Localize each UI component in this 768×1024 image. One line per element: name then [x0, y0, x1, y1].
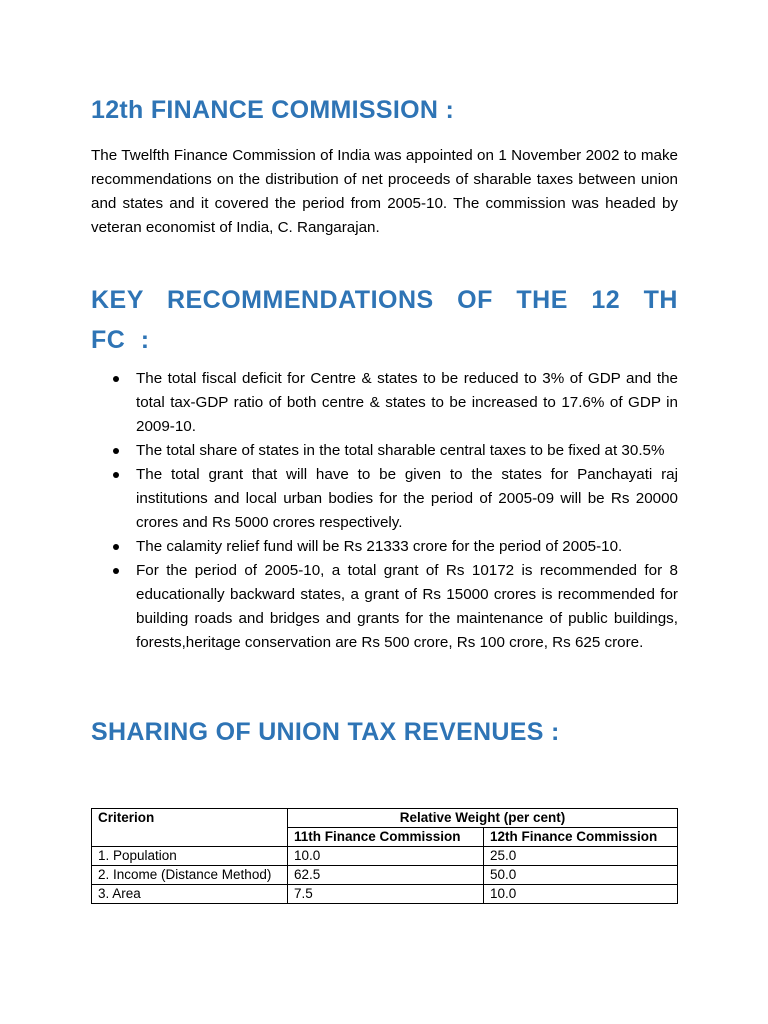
table-header-row	[92, 809, 678, 828]
fc11-cell: 62.5	[288, 866, 484, 885]
criterion-cell: 1. Population	[92, 847, 288, 866]
bullet-icon	[113, 448, 119, 454]
fc12-cell: 10.0	[484, 885, 678, 904]
table-row	[92, 847, 678, 866]
fc12-cell: 25.0	[484, 847, 678, 866]
relative-weight-header: Relative Weight (per cent)	[288, 809, 678, 828]
fc11-header: 11th Finance Commission	[288, 828, 484, 847]
table-row	[92, 866, 678, 885]
list-item-text: The calamity relief fund will be Rs 21333 crore for the period of 2005-10.	[136, 538, 623, 555]
intro-paragraph: The Twelfth Finance Commission of India was appointed on 1 November 2002 to make recommendations on the distribution of net proceeds of sharable taxes between union and states and it covered the period from 2005-10. The commission was headed by veteran economist of India, C. Rangarajan.	[91, 147, 678, 236]
fc11-cell: 7.5	[288, 885, 484, 904]
list-item-text: The total grant that will have to be given to the states for Panchayati raj institutions and local urban bodies for the period of 2005-09 will be Rs 20000 crores and Rs 5000 crores respectively.	[136, 466, 678, 531]
fc12-header: 12th Finance Commission	[484, 828, 678, 847]
bullet-icon	[113, 376, 119, 382]
list-item	[91, 559, 678, 655]
list-item	[91, 367, 678, 439]
bullet-icon	[113, 568, 119, 574]
table-row	[92, 885, 678, 904]
bullet-icon	[113, 472, 119, 478]
fc12-cell: 50.0	[484, 866, 678, 885]
criterion-cell: 3. Area	[92, 885, 288, 904]
heading-sharing-union-tax: SHARING OF UNION TAX REVENUES :	[91, 718, 560, 746]
recommendations-list	[91, 367, 678, 655]
list-item	[91, 439, 678, 463]
list-item-text: The total fiscal deficit for Centre & states to be reduced to 3% of GDP and the total tax-GDP ratio of both centre & states to be increased to 17.6% of GDP in 2009-10.	[136, 370, 678, 435]
list-item-text: For the period of 2005-10, a total grant of Rs 10172 is recommended for 8 educationally backward states, a grant of Rs 15000 crores is recommended for building roads and bridges and grants for the maintenance of public buildings, forests,heritage conservation are Rs 500 crore, Rs 100 crore, Rs 625 crore.	[136, 562, 678, 651]
list-item	[91, 463, 678, 535]
bullet-icon	[113, 544, 119, 550]
criterion-cell: 2. Income (Distance Method)	[92, 866, 288, 885]
fc11-cell: 10.0	[288, 847, 484, 866]
heading-12th-finance-commission: 12th FINANCE COMMISSION :	[91, 96, 455, 124]
list-item-text: The total share of states in the total sharable central taxes to be fixed at 30.5%	[136, 442, 665, 459]
criterion-header: Criterion	[92, 809, 288, 847]
list-item	[91, 535, 678, 559]
tax-revenue-table	[91, 808, 678, 904]
heading-key-recommendations: KEY RECOMMENDATIONS OF THE 12 TH FC :	[91, 286, 678, 354]
